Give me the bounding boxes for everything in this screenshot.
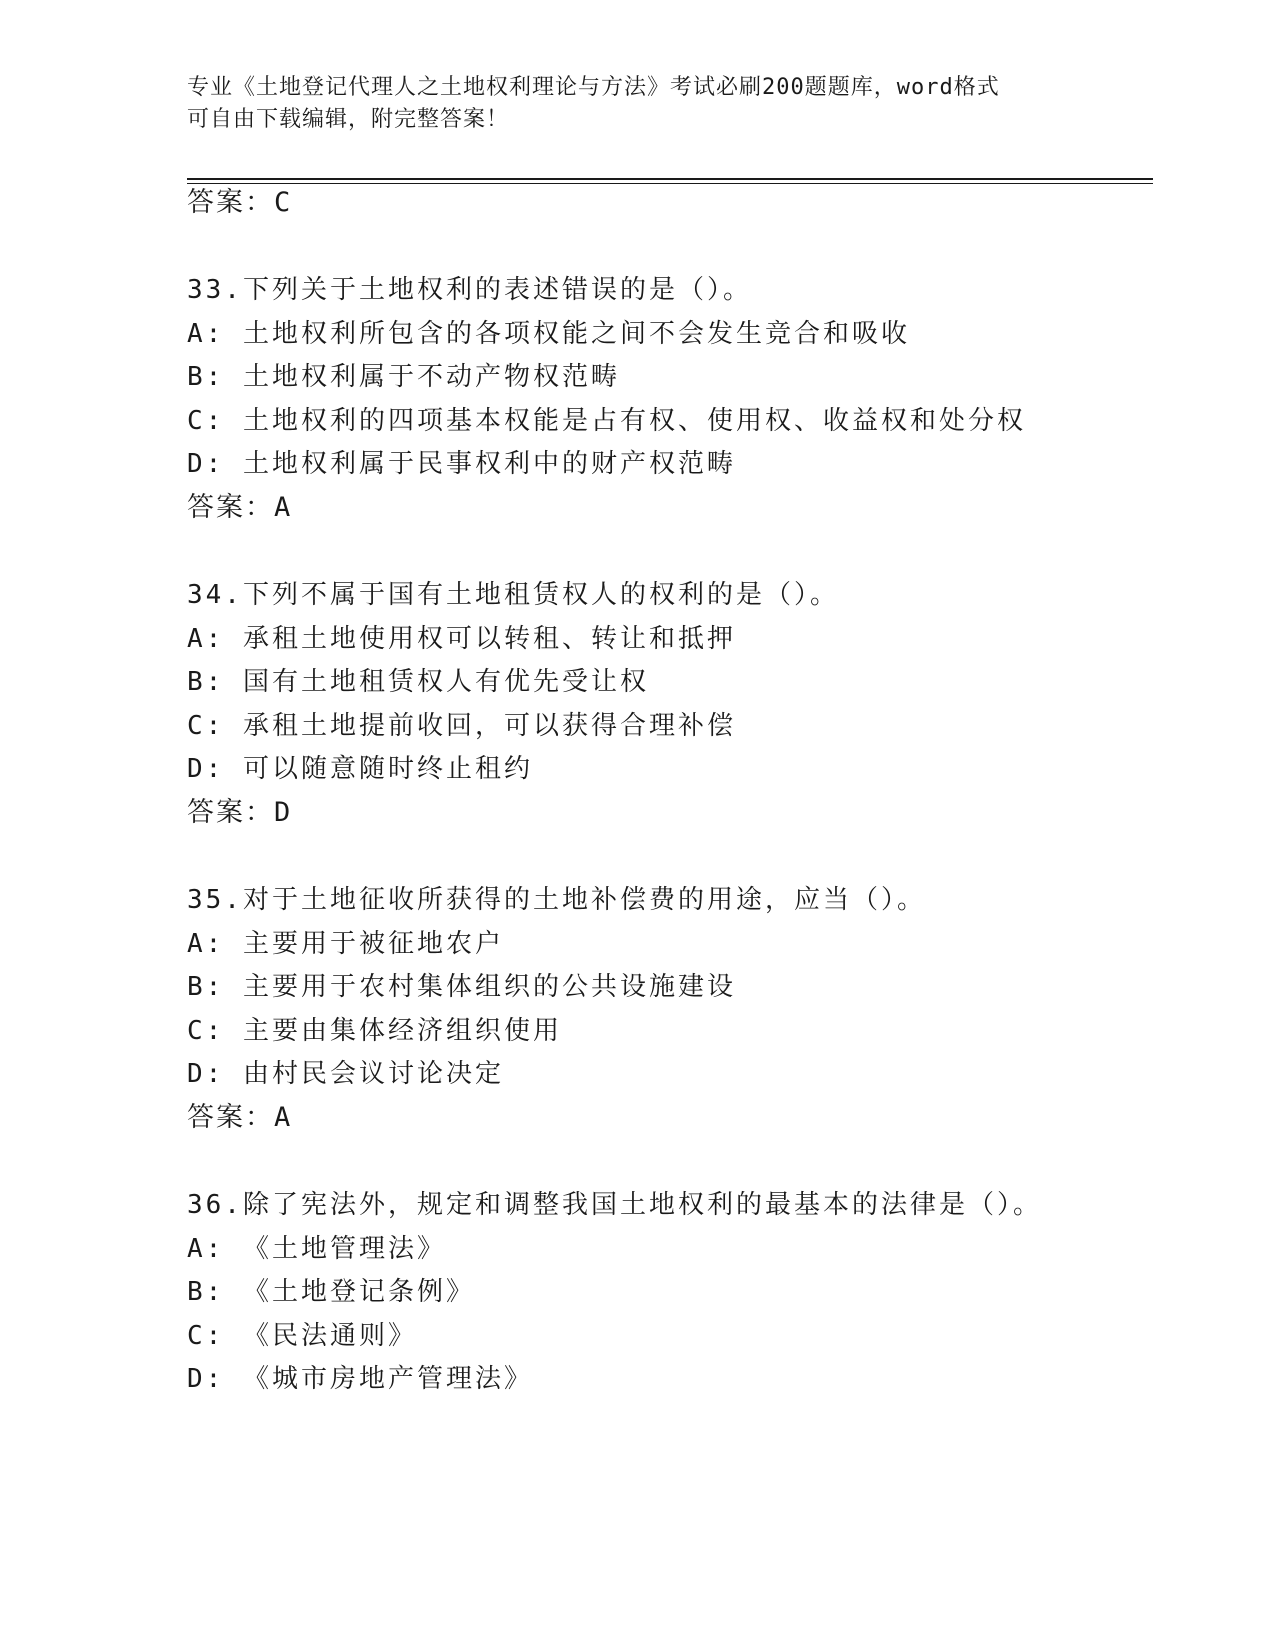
document-header: [187, 72, 1087, 136]
header-rule-thick: [187, 178, 1153, 180]
question-35-option-d: D: 由村民会议讨论决定: [187, 1059, 504, 1089]
question-35-option-b: B: 主要用于农村集体组织的公共设施建设: [187, 972, 736, 1002]
question-36-option-c: C: 《民法通则》: [187, 1321, 417, 1351]
question-33-answer: 答案：A: [187, 492, 293, 523]
question-33-option-c: C: 土地权利的四项基本权能是占有权、使用权、收益权和处分权: [187, 406, 1026, 436]
question-35-option-c: C: 主要由集体经济组织使用: [187, 1016, 562, 1046]
question-34: 34.下列不属于国有土地租赁权人的权利的是（）。: [187, 580, 839, 610]
question-34-answer: 答案：D: [187, 797, 293, 828]
question-34-option-a: A: 承租土地使用权可以转租、转让和抵押: [187, 624, 736, 654]
header-line-2: 可自由下载编辑，附完整答案！: [187, 107, 510, 132]
question-34-option-b: B: 国有土地租赁权人有优先受让权: [187, 667, 649, 697]
header-line-1: 专业《土地登记代理人之土地权利理论与方法》考试必刷200题题库，word格式: [187, 75, 1000, 100]
question-33-option-b: B: 土地权利属于不动产物权范畴: [187, 362, 620, 392]
question-35-option-a: A: 主要用于被征地农户: [187, 929, 504, 959]
question-34-option-d: D: 可以随意随时终止租约: [187, 754, 533, 784]
question-36: 36.除了宪法外，规定和调整我国土地权利的最基本的法律是（）。: [187, 1190, 1042, 1220]
question-33-option-d: D: 土地权利属于民事权利中的财产权范畴: [187, 449, 736, 479]
question-36-option-a: A: 《土地管理法》: [187, 1234, 446, 1264]
question-35-answer: 答案：A: [187, 1102, 293, 1133]
question-33-option-a: A: 土地权利所包含的各项权能之间不会发生竞合和吸收: [187, 319, 910, 349]
question-36-option-b: B: 《土地登记条例》: [187, 1277, 475, 1307]
question-36-option-d: D: 《城市房地产管理法》: [187, 1364, 533, 1394]
answer-previous: 答案：C: [187, 187, 293, 218]
question-35: 35.对于土地征收所获得的土地补偿费的用途，应当（）。: [187, 885, 926, 915]
question-33: 33.下列关于土地权利的表述错误的是（）。: [187, 275, 752, 305]
question-34-option-c: C: 承租土地提前收回，可以获得合理补偿: [187, 711, 736, 741]
header-rule-thin: [187, 183, 1153, 184]
